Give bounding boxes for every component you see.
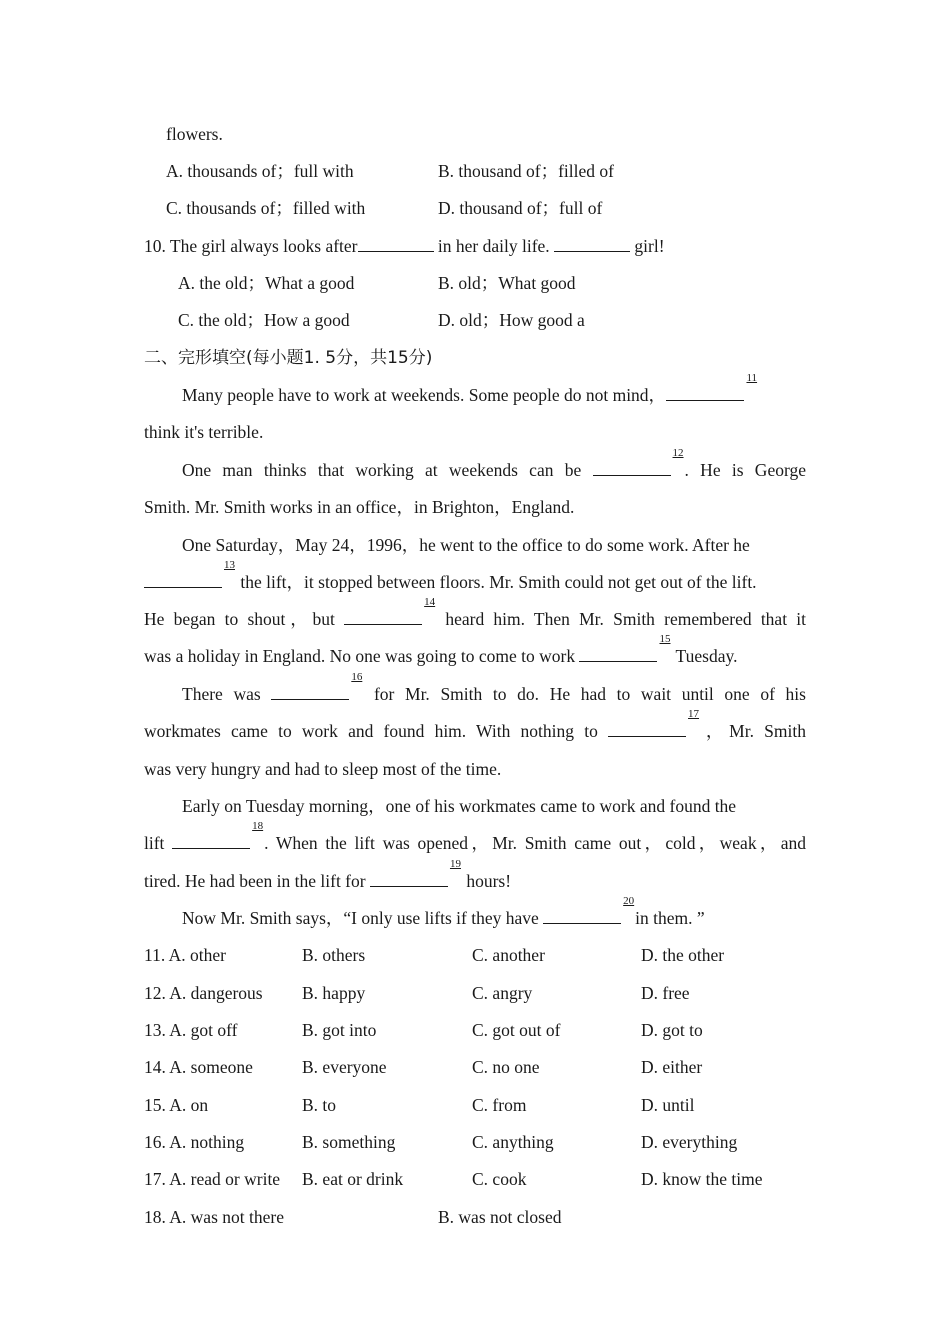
blank-number: 14 bbox=[424, 596, 436, 608]
passage-line bbox=[144, 559, 757, 593]
option-a: 14. A. someone bbox=[144, 1057, 253, 1077]
q9-option-a: A. thousands of；full with bbox=[166, 161, 354, 181]
passage-text: heard him. Then Mr. Smith remembered that it bbox=[436, 609, 806, 629]
blank-16 bbox=[271, 671, 363, 700]
passage-text: for Mr. Smith to do. He had to wait until one of his bbox=[363, 684, 806, 704]
q10-option-d: D. old；How good a bbox=[438, 310, 585, 330]
passage-line bbox=[144, 596, 806, 630]
passage-text: tired. He had been in the lift for bbox=[144, 871, 370, 891]
option-b: B. got into bbox=[302, 1020, 377, 1040]
q10-stem bbox=[144, 235, 665, 257]
blank-number: 19 bbox=[449, 858, 461, 870]
passage-text: . When the lift was opened，Mr. Smith came out，cold，weak，and bbox=[264, 833, 806, 853]
passage-text: He began to shout，but bbox=[144, 609, 345, 629]
blank-20 bbox=[543, 895, 635, 924]
option-c: C. another bbox=[472, 945, 545, 965]
option-b: B. everyone bbox=[302, 1057, 387, 1077]
option-a: 18. A. was not there bbox=[144, 1207, 284, 1227]
passage-line bbox=[144, 858, 512, 892]
passage-text: hours! bbox=[461, 871, 512, 891]
q9-option-c: C. thousands of；filled with bbox=[166, 198, 366, 218]
option-d: D. know the time bbox=[641, 1169, 763, 1189]
passage-text: One man thinks that working at weekends can be bbox=[182, 460, 593, 480]
blank-12 bbox=[593, 447, 684, 476]
passage-text: Now Mr. Smith says，“I only use lifts if they have bbox=[182, 908, 544, 928]
option-a: 17. A. read or write bbox=[144, 1169, 281, 1189]
option-d: D. until bbox=[641, 1095, 695, 1115]
option-b: B. was not closed bbox=[438, 1207, 562, 1227]
option-c: C. cook bbox=[472, 1169, 527, 1189]
passage-text: . He is George bbox=[684, 460, 806, 480]
blank-17 bbox=[608, 708, 700, 737]
option-d: D. free bbox=[641, 983, 690, 1003]
option-b: B. something bbox=[302, 1132, 396, 1152]
passage-line: Early on Tuesday morning，one of his workmates came to work and found the bbox=[182, 796, 737, 816]
option-d: D. everything bbox=[641, 1132, 738, 1152]
blank-13 bbox=[144, 559, 235, 588]
blank-number: 17 bbox=[688, 708, 700, 720]
q10-stem-part1: 10. The girl always looks after bbox=[144, 236, 358, 256]
passage-line: Smith. Mr. Smith works in an office，in Brighton，England. bbox=[144, 497, 575, 517]
option-d: D. either bbox=[641, 1057, 703, 1077]
passage-text: ，Mr. Smith bbox=[700, 721, 806, 741]
option-a: 13. A. got off bbox=[144, 1020, 238, 1040]
option-c: C. anything bbox=[472, 1132, 554, 1152]
passage-line bbox=[182, 372, 758, 406]
option-a: 15. A. on bbox=[144, 1095, 209, 1115]
passage-text: Tuesday. bbox=[671, 646, 738, 666]
passage-line bbox=[182, 671, 806, 705]
blank-19 bbox=[370, 858, 461, 887]
passage-line bbox=[182, 895, 705, 929]
answer-blank bbox=[554, 235, 630, 252]
blank-15 bbox=[579, 633, 671, 662]
blank-number: 15 bbox=[659, 633, 671, 645]
q9-option-d: D. thousand of；full of bbox=[438, 198, 603, 218]
blank-number: 20 bbox=[623, 895, 635, 907]
passage-line bbox=[144, 820, 806, 854]
option-a: 16. A. nothing bbox=[144, 1132, 245, 1152]
option-c: C. from bbox=[472, 1095, 527, 1115]
option-c: C. got out of bbox=[472, 1020, 561, 1040]
blank-number: 18 bbox=[252, 820, 264, 832]
option-d: D. the other bbox=[641, 945, 725, 965]
passage-text: There was bbox=[182, 684, 272, 704]
passage-text: was a holiday in England. No one was going to come to work bbox=[144, 646, 580, 666]
passage-line: was very hungry and had to sleep most of the time. bbox=[144, 759, 502, 779]
q10-option-c: C. the old；How a good bbox=[178, 310, 350, 330]
option-b: B. eat or drink bbox=[302, 1169, 404, 1189]
section-title: 二、完形填空(每小题1. 5分，共15分) bbox=[144, 348, 433, 368]
blank-18 bbox=[172, 820, 264, 849]
blank-number: 13 bbox=[224, 559, 235, 571]
q10-stem-part3: girl! bbox=[630, 236, 665, 256]
blank-14 bbox=[344, 596, 436, 625]
passage-line: think it's terrible. bbox=[144, 422, 264, 442]
q10-option-a: A. the old；What a good bbox=[178, 273, 355, 293]
option-b: B. happy bbox=[302, 983, 366, 1003]
option-b: B. to bbox=[302, 1095, 337, 1115]
passage-text: in them. ” bbox=[635, 908, 705, 928]
q9-stem-tail: flowers. bbox=[166, 124, 223, 144]
q10-option-b: B. old；What good bbox=[438, 273, 576, 293]
option-c: C. angry bbox=[472, 983, 533, 1003]
option-a: 12. A. dangerous bbox=[144, 983, 263, 1003]
passage-line bbox=[144, 708, 806, 742]
blank-11 bbox=[666, 372, 758, 401]
blank-number: 16 bbox=[351, 671, 363, 683]
passage-text: workmates came to work and found him. With nothing to bbox=[144, 721, 609, 741]
passage-text: Many people have to work at weekends. Some people do not mind， bbox=[182, 385, 667, 405]
blank-number: 11 bbox=[746, 372, 758, 384]
passage-line: One Saturday，May 24，1996，he went to the office to do some work. After he bbox=[182, 535, 750, 555]
blank-number: 12 bbox=[672, 447, 684, 459]
answer-blank bbox=[358, 235, 434, 252]
option-c: C. no one bbox=[472, 1057, 540, 1077]
passage-line bbox=[182, 447, 806, 481]
option-a: 11. A. other bbox=[144, 945, 226, 965]
passage-text: lift bbox=[144, 833, 173, 853]
option-b: B. others bbox=[302, 945, 366, 965]
option-d: D. got to bbox=[641, 1020, 703, 1040]
q9-option-b: B. thousand of；filled of bbox=[438, 161, 614, 181]
passage-text: the lift，it stopped between floors. Mr. Smith could not get out of the lift. bbox=[236, 572, 757, 592]
passage-line bbox=[144, 633, 738, 667]
q10-stem-part2: in her daily life. bbox=[433, 236, 555, 256]
